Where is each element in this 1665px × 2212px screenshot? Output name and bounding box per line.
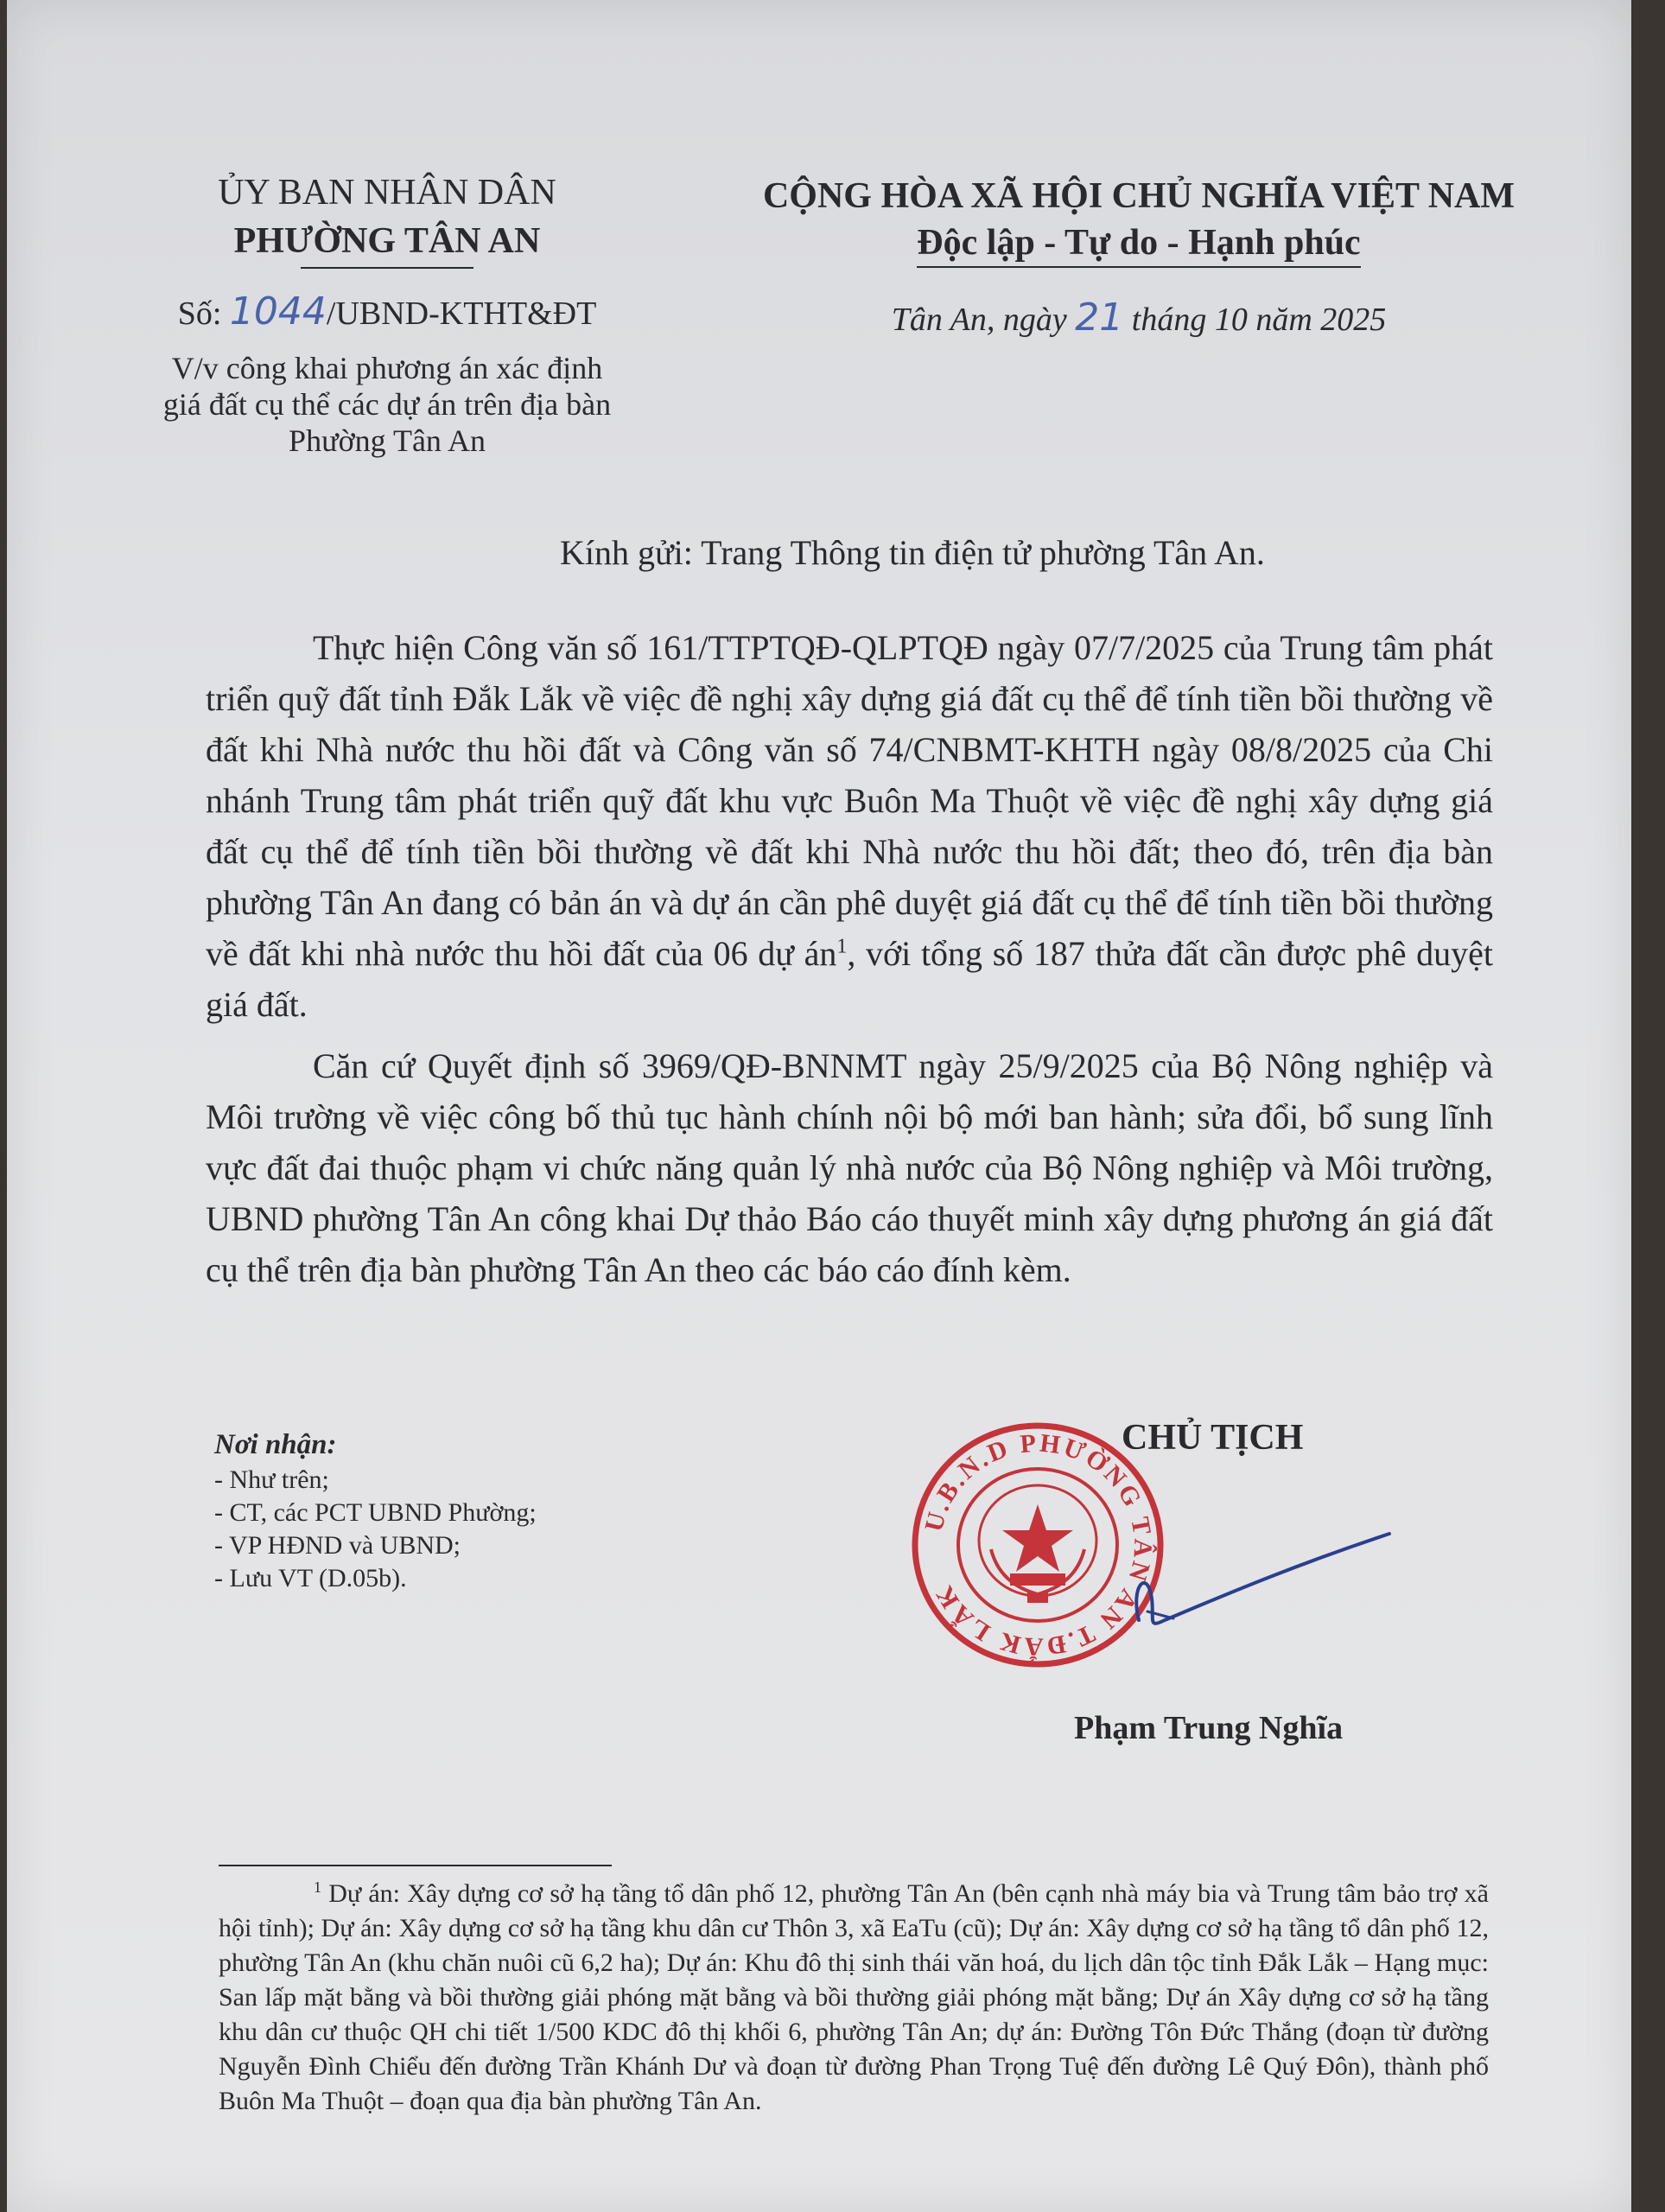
distribution-item: - VP HĐND và UBND; [214,1531,461,1560]
footnote-reference: 1 [836,935,848,958]
subject-line-3: Phường Tân An [289,423,486,458]
distribution-item: - CT, các PCT UBND Phường; [214,1498,537,1527]
date-suffix: tháng 10 năm 2025 [1123,302,1387,338]
footnote-marker: 1 [314,1878,321,1896]
footnote-text: Dự án: Xây dựng cơ sở hạ tầng tổ dân phố 12, phường Tân An (bên cạnh nhà máy bia và Trung tâm bảo trợ xã hội tỉnh); Dự án: Xây dựng cơ sở hạ tầng khu dân cư Thôn 3, xã EaTu (cũ); Dự án: Xây dựng cơ sở hạ tầng tổ dân phố 12, phường Tân An (khu chăn nuôi cũ 6,2 ha); Dự án: Khu đô thị sinh thái văn hoá, du lịch dân tộc tỉnh Đắk Lắk – Hạng mục: San lấp mặt bằng và bồi thường giải phóng mặt bằng và bồi thường giải phóng mặt bằng; Dự án Xây dựng cơ sở hạ tầng khu dân cư thuộc QH chi tiết 1/500 KDC đô thị khối 6, phường Tân An; dự án: Đường Tôn Đức Thắng (đoạn từ đường Nguyễn Đình Chiểu đến đường Trần Khánh Dư và đoạn từ đường Phan Trọng Tuệ đến đường Lê Quý Đôn), thành phố Buôn Ma Thuột – đoạn qua địa bàn phường Tân An. [219,1879,1489,2115]
document-number [111,286,664,340]
distribution-title: Nơi nhận: [214,1429,337,1460]
national-title: CỘNG HÒA XÃ HỘI CHỦ NGHĨA VIỆT NAM [762,176,1516,216]
subject-line-2: giá đất cụ thể các dự án trên địa bàn [162,387,612,422]
distribution-item: - Lưu VT (D.05b). [214,1564,407,1592]
issuing-authority-block [111,168,664,459]
handwritten-number: 1044 [229,289,327,334]
body-paragraph-2: Căn cứ Quyết định số 3969/QĐ-BNNMT ngày 25/9/2025 của Bộ Nông nghiệp và Môi trường về việc công bố thủ tục hành chính nội bộ mới ban hành; sửa đổi, bổ sung lĩnh vực đất đai thuộc phạm vi chức năng quản lý nhà nước của Bộ Nông nghiệp và Môi trường, UBND phường Tân An công khai Dự thảo Báo cáo thuyết minh xây dựng phương án giá đất cụ thể trên địa bàn phường Tân An theo các báo cáo đính kèm. [206,1046,1493,1289]
subject-summary [111,350,664,459]
issue-date [690,292,1588,346]
document-page [7,0,1631,2212]
national-motto: Độc lập - Tự do - Hạnh phúc [917,219,1360,268]
body-paragraph-1 [206,622,1493,1030]
signer-name: Phạm Trung Nghĩa [1074,1710,1344,1746]
national-header-block [690,173,1588,346]
org-line-2: PHƯỜNG TÂN AN [233,221,541,261]
number-suffix: /UBND-KTHT&ĐT [326,296,597,332]
footnote-separator [219,1865,612,1866]
number-prefix: Số: [177,296,230,332]
paragraph-1-end: , với tổng số 187 thửa đất cần được phê duyệt giá đất. [206,934,1494,1024]
handwritten-signature-icon [1113,1516,1398,1655]
paragraph-1-text: Thực hiện Công văn số 161/TTPTQĐ-QLPTQĐ ngày 07/7/2025 của Trung tâm phát triển quỹ đất tỉnh Đắk Lắk về việc đề nghị xây dựng giá đất cụ thể để tính tiền bồi thường về đất khi Nhà nước thu hồi đất và Công văn số 74/CNBMT-KHTH ngày 08/8/2025 của Chi nhánh Trung tâm phát triển quỹ đất khu vực Buôn Ma Thuột về việc đề nghị xây dựng giá đất cụ thể để tính tiền bồi thường về đất khi Nhà nước thu hồi đất; theo đó, trên địa bàn phường Tân An đang có bản án và dự án cần phê duyệt giá đất cụ thể để tính tiền bồi thường về đất khi nhà nước thu hồi đất của 06 dự án [206,628,1493,973]
org-underline [301,267,473,269]
letter-body [206,622,1493,1306]
distribution-list [214,1426,819,1595]
svg-text:U.B.N.D PHƯỜNG TÂN AN T.ĐẮK LẮ: U.B.N.D PHƯỜNG TÂN AN T.ĐẮK LẮK [919,1428,1158,1662]
org-line-1: ỦY BAN NHÂN DÂN [218,173,556,213]
subject-line-1: V/v công khai phương án xác định [171,351,603,385]
handwritten-day: 21 [1075,296,1124,340]
footnote [219,1877,1489,2119]
signer-position: CHỦ TỊCH [1122,1418,1304,1458]
distribution-item: - Như trên; [214,1465,329,1494]
date-prefix: Tân An, ngày [891,302,1076,338]
recipient-line: Kính gửi: Trang Thông tin điện tử phường Tân An. [560,533,1265,572]
